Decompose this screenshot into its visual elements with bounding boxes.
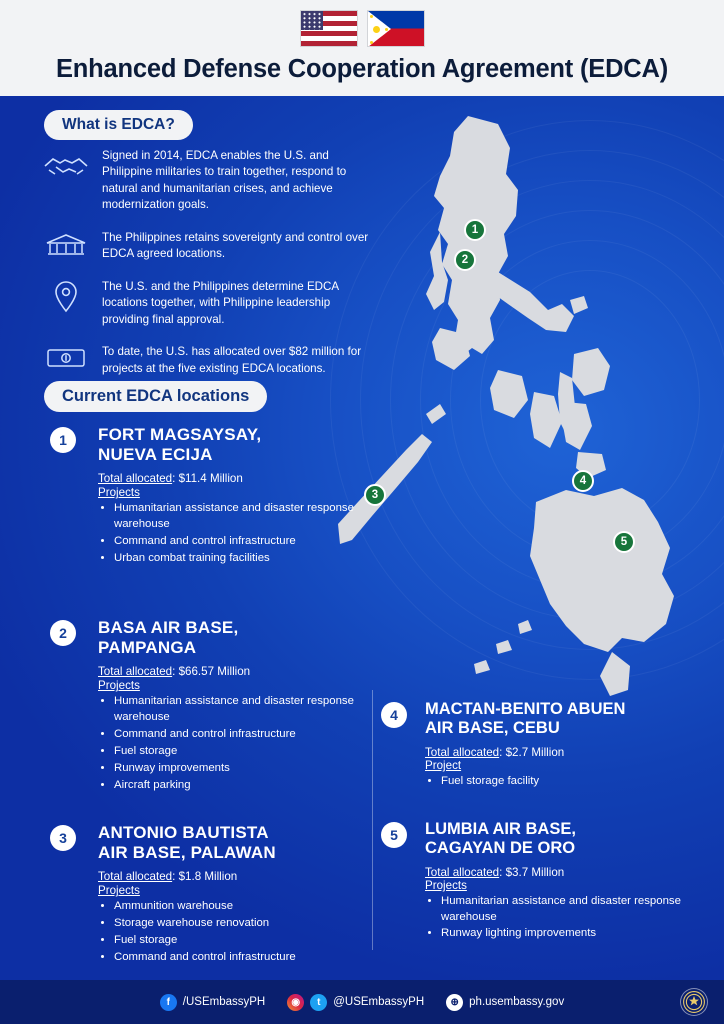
philippines-map <box>322 104 722 784</box>
projects-label: Projects <box>98 486 140 500</box>
projects-label: Project <box>425 759 462 773</box>
philippines-flag <box>367 10 425 47</box>
project-item: • Command and control infrastructure <box>114 534 370 550</box>
website-link[interactable] <box>446 994 564 1011</box>
location-title: FORT MAGSAYSAY, NUEVA ECIJA <box>98 425 262 464</box>
location-title: BASA AIR BASE, PAMPANGA <box>98 618 239 657</box>
what-is-item <box>40 279 370 328</box>
location-allocation: Total allocated: $66.57 Million <box>98 665 251 679</box>
map-marker-3[interactable]: 3 <box>364 484 386 506</box>
project-item: • Humanitarian assistance and disaster response warehouse <box>441 894 681 926</box>
location-entry-3 <box>50 823 370 967</box>
what-is-item <box>40 230 370 263</box>
projects-list <box>441 894 681 942</box>
location-allocation: Total allocated: $3.7 Million <box>425 866 565 880</box>
website-url: ph.usembassy.gov <box>469 996 565 1008</box>
government-building-icon <box>40 230 92 263</box>
what-is-edca-list <box>40 148 370 393</box>
location-title: ANTONIO BAUTISTA AIR BASE, PALAWAN <box>98 823 276 862</box>
location-entry-5 <box>381 820 681 942</box>
project-item: • Aircraft parking <box>114 778 370 794</box>
project-item: • Fuel storage facility <box>441 774 681 790</box>
location-allocation: Total allocated: $1.8 Million <box>98 870 238 884</box>
location-allocation: Total allocated: $2.7 Million <box>425 746 565 760</box>
project-item: • Runway lighting improvements <box>441 926 681 942</box>
what-is-item-text: The U.S. and the Philippines determine EDCA locations together, with Philippine leadership providing final approval. <box>102 279 339 326</box>
location-entry-4 <box>381 700 681 790</box>
project-item: • Humanitarian assistance and disaster response warehouse <box>114 694 370 726</box>
us-department-of-state-seal <box>680 988 708 1016</box>
instagram-icon: ◉ <box>287 994 304 1011</box>
what-is-item-text: Signed in 2014, EDCA enables the U.S. and Philippine militaries to train together, respond to natural and humanitarian crises, and achieve modernization goals. <box>102 149 347 212</box>
map-marker-4[interactable]: 4 <box>572 470 594 492</box>
map-pin-icon <box>40 279 92 328</box>
map-marker-2[interactable]: 2 <box>454 249 476 271</box>
projects-list <box>114 694 370 794</box>
money-bill-icon <box>40 344 92 377</box>
location-title: LUMBIA AIR BASE, CAGAYAN DE ORO <box>425 820 576 858</box>
philippines-map-svg <box>322 104 722 784</box>
projects-label: Projects <box>98 884 140 898</box>
globe-icon: ⊕ <box>446 994 463 1011</box>
project-item: • Fuel storage <box>114 933 370 949</box>
facebook-handle: /USEmbassyPH <box>182 996 266 1008</box>
project-item: • Runway improvements <box>114 761 370 777</box>
facebook-link[interactable] <box>160 994 265 1011</box>
location-title: MACTAN-BENITO ABUEN AIR BASE, CEBU <box>425 700 626 738</box>
project-item: • Ammunition warehouse <box>114 899 370 915</box>
page-title: Enhanced Defense Cooperation Agreement (EDCA) <box>55 55 669 83</box>
projects-label: Projects <box>425 879 467 893</box>
page-footer <box>0 980 724 1024</box>
projects-list <box>114 899 370 966</box>
map-marker-1[interactable]: 1 <box>464 219 486 241</box>
projects-list <box>441 774 681 790</box>
what-is-item <box>40 148 370 214</box>
column-divider <box>372 690 373 950</box>
projects-label: Projects <box>98 679 140 693</box>
social-handle: @USEmbassyPH <box>333 996 425 1008</box>
project-item: • Humanitarian assistance and disaster response warehouse <box>114 501 370 533</box>
twitter-icon: t <box>310 994 327 1011</box>
project-item: • Command and control infrastructure <box>114 950 370 966</box>
what-is-item-text: The Philippines retains sovereignty and control over EDCA agreed locations. <box>102 230 369 261</box>
location-entry-1 <box>50 425 370 568</box>
what-is-item-text: To date, the U.S. has allocated over $82 million for projects at the five existing EDCA locations. <box>102 345 362 375</box>
facebook-icon: f <box>160 994 177 1011</box>
social-handle-group[interactable] <box>287 994 424 1011</box>
location-number: 2 <box>50 620 76 646</box>
location-number: 4 <box>381 702 407 728</box>
flag-pair <box>300 10 425 47</box>
location-number: 1 <box>50 427 76 453</box>
location-entry-2 <box>50 618 370 795</box>
page-header <box>0 0 724 96</box>
map-marker-5[interactable]: 5 <box>613 531 635 553</box>
project-item: • Storage warehouse renovation <box>114 916 370 932</box>
project-item: • Command and control infrastructure <box>114 727 370 743</box>
projects-list <box>114 501 370 567</box>
location-number: 5 <box>381 822 407 848</box>
handshake-icon <box>40 148 92 214</box>
project-item: • Urban combat training facilities <box>114 551 370 567</box>
united-states-flag <box>300 10 358 47</box>
current-locations-pill: Current EDCA locations <box>44 381 267 412</box>
project-item: • Fuel storage <box>114 744 370 760</box>
what-is-edca-pill: What is EDCA? <box>44 110 193 140</box>
location-number: 3 <box>50 825 76 851</box>
location-allocation: Total allocated: $11.4 Million <box>98 472 243 486</box>
what-is-item <box>40 344 370 377</box>
